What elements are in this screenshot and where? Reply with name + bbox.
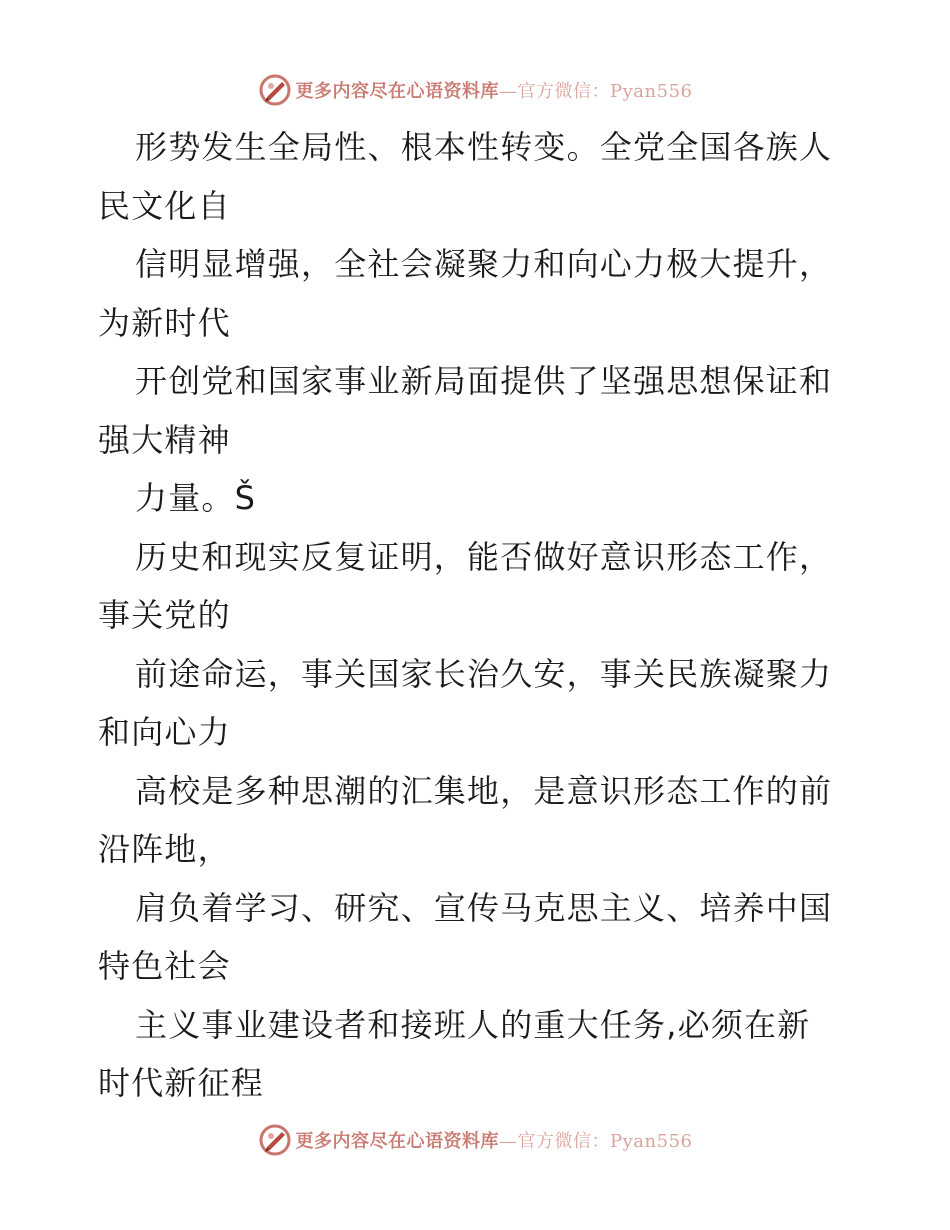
pen-logo-icon — [258, 73, 292, 107]
text-line: 和向心力 — [98, 713, 231, 751]
footer-watermark-tail: —官方微信：Pyan556 — [499, 1131, 693, 1152]
body-text — [98, 118, 858, 1113]
header-watermark-lead: 更多内容尽在心语资料库 — [295, 81, 500, 102]
footer-watermark-lead: 更多内容尽在心语资料库 — [295, 1131, 500, 1152]
pen-logo-icon — [258, 1123, 292, 1157]
text-line: 沿阵地， — [98, 830, 231, 868]
text-line: 强大精神 — [98, 420, 231, 459]
text-line: 高校是多种思潮的汇集地，是意识形态工作的前 — [135, 771, 833, 810]
text-line: 形势发生全局性、根本性转变。全党全国各族人 — [135, 128, 833, 166]
text-line: 信明显增强，全社会凝聚力和向心力极大提升， — [135, 245, 833, 283]
text-line: 时代新征程 — [98, 1064, 265, 1102]
footer-watermark — [0, 1120, 950, 1160]
text-line: 特色社会 — [98, 947, 231, 985]
text-line: 肩负着学习、研究、宣传马克思主义、培养中国 — [135, 888, 833, 927]
text-line: 主义事业建设者和接班人的重大任务,必须在新 — [135, 1005, 811, 1044]
text-line: 事关党的 — [98, 596, 231, 634]
text-line: 前途命运，事关国家长治久安，事关民族凝聚力 — [135, 654, 833, 693]
header-watermark — [0, 70, 950, 110]
text-line: 民文化自 — [98, 186, 231, 225]
text-line: 历史和现实反复证明，能否做好意识形态工作， — [135, 537, 833, 576]
header-watermark-tail: —官方微信：Pyan556 — [499, 81, 693, 102]
text-line: 力量。Š — [135, 479, 257, 517]
text-line: 开创党和国家事业新局面提供了坚强思想保证和 — [135, 362, 833, 400]
text-line: 为新时代 — [98, 303, 231, 342]
